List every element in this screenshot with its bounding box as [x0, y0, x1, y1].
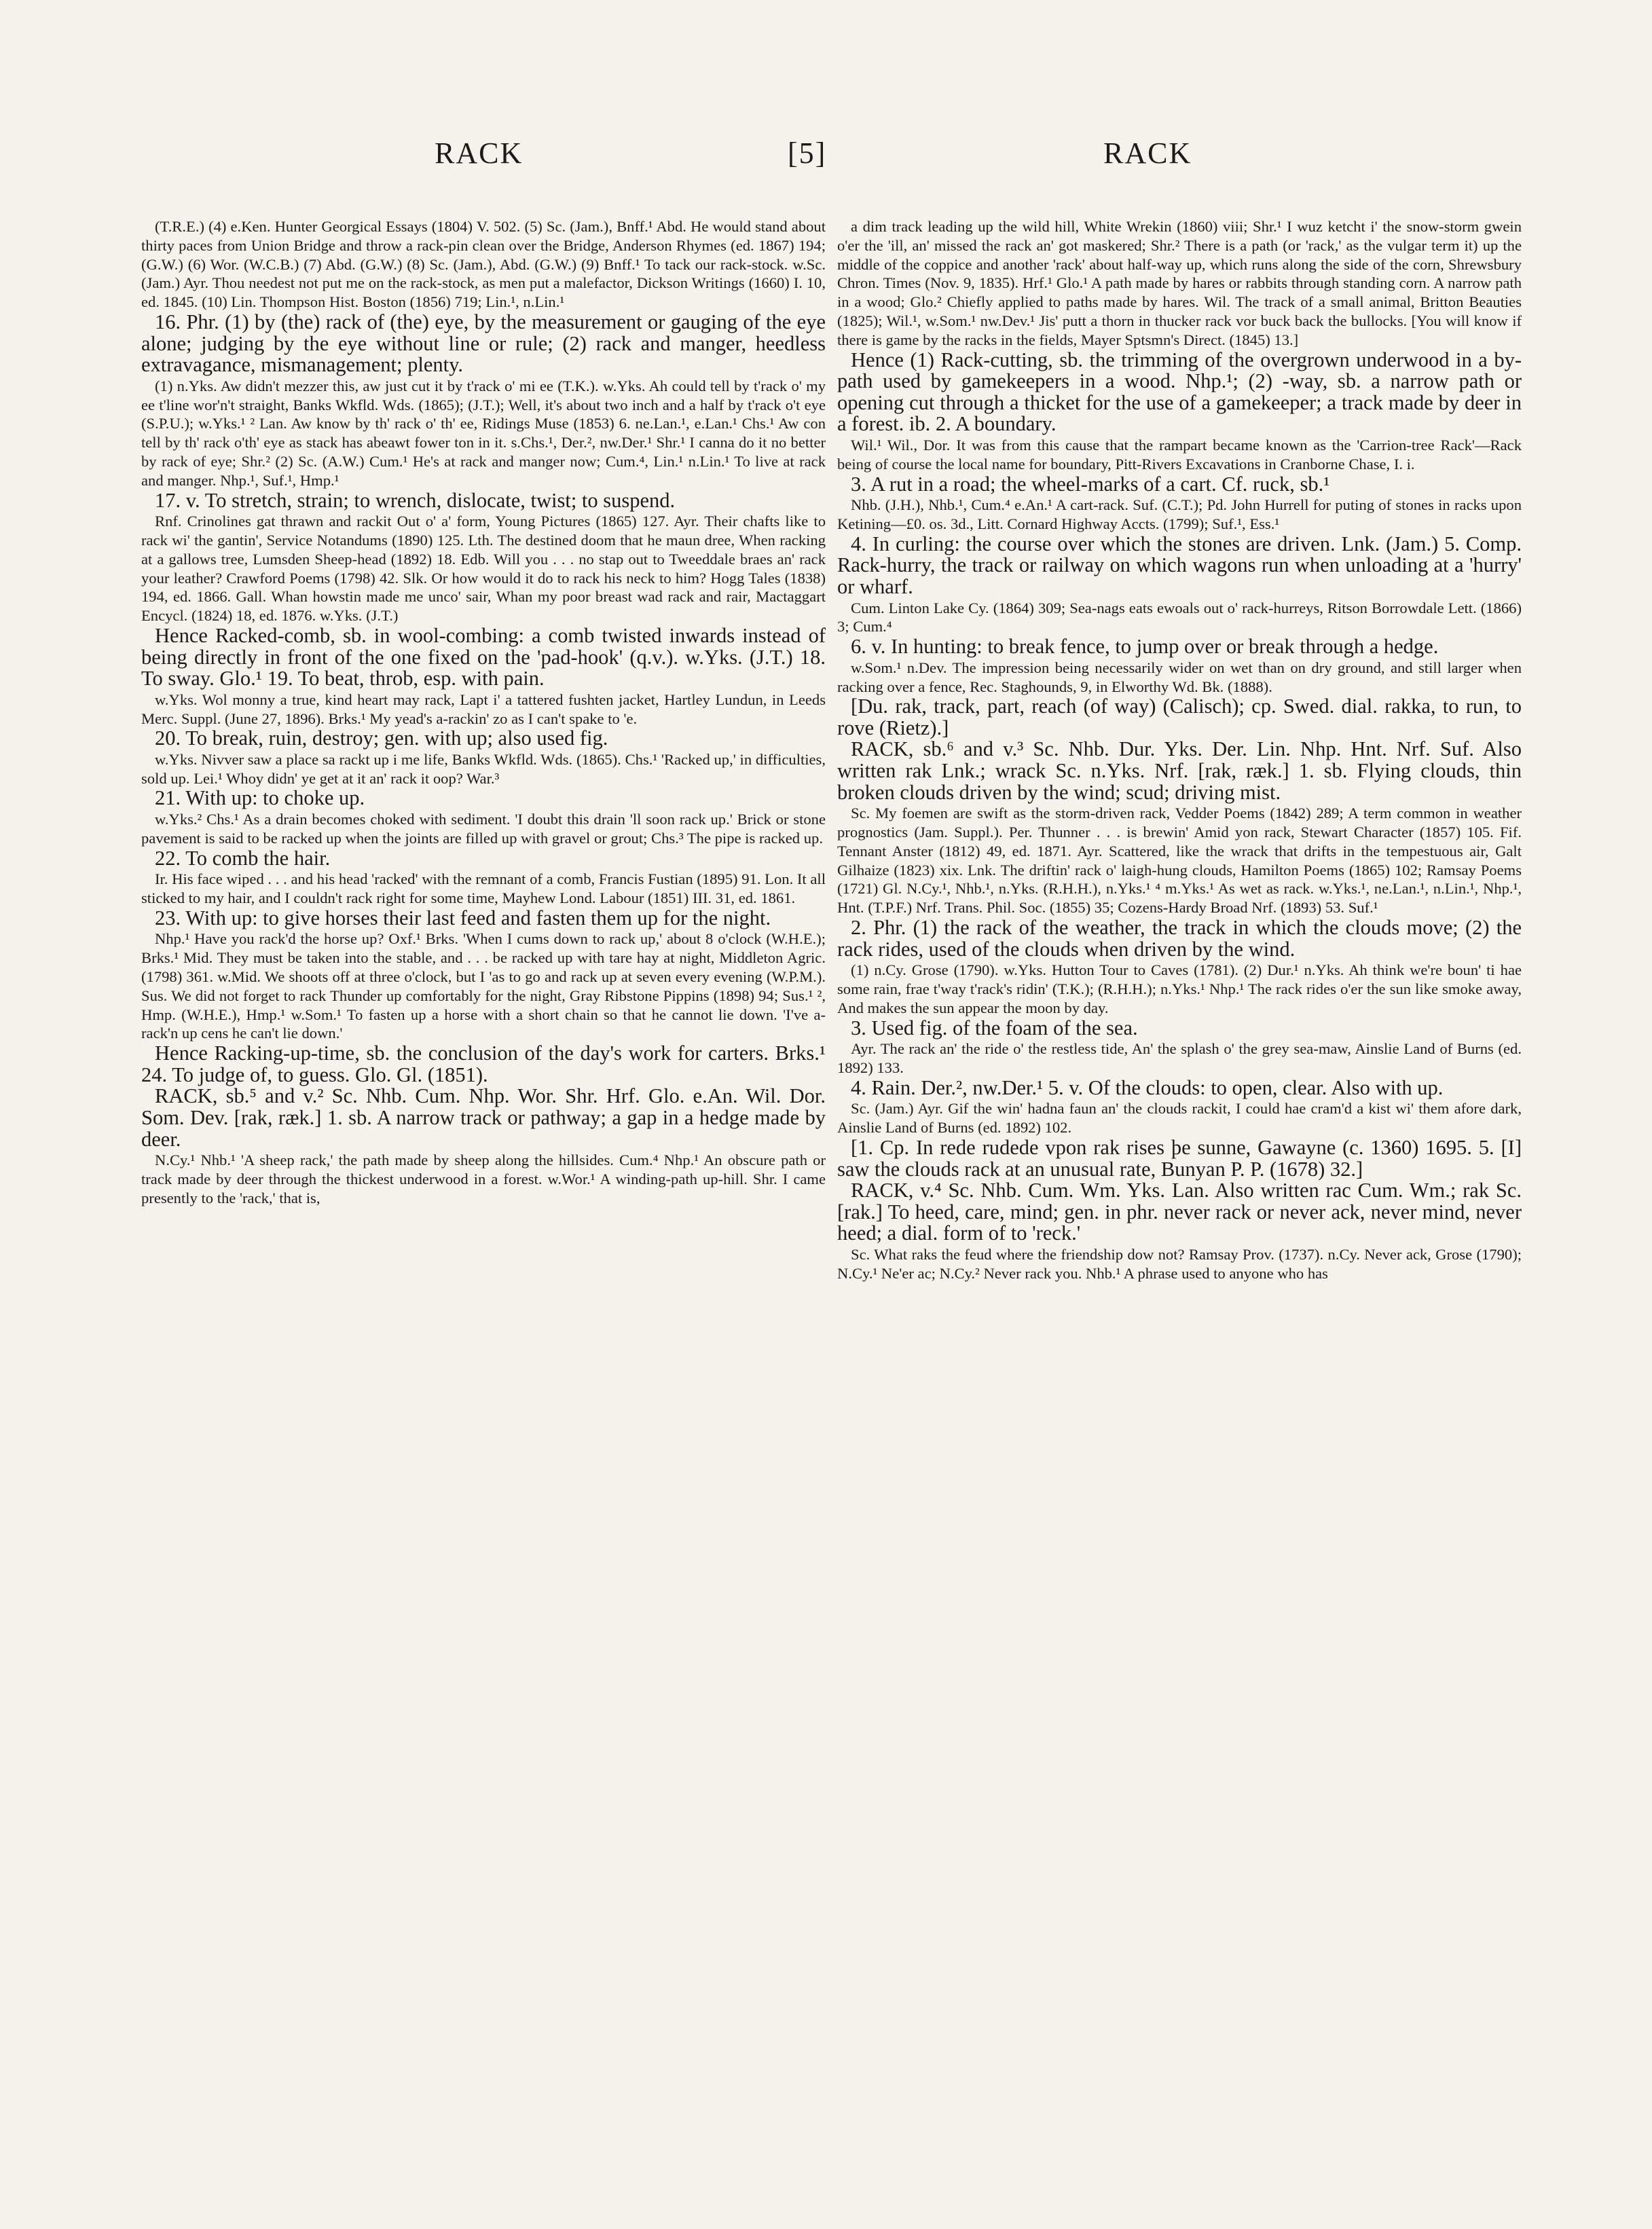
citation-paragraph: (T.R.E.) (4) e.Ken. Hunter Georgical Essays (1804) V. 502. (5) Sc. (Jam.), Bnff.¹ Abd. He would stand about thirty paces from Union Bridge and throw a rack-pin clean over the Bridge, Anderson Rhymes (ed. 1867) 194; (G.W.) (6) Wor. (W.C.B.) (7) Abd. (G.W.) (8) Sc. (Jam.), Abd. (G.W.) (9) Bnff.¹ To tack our rack-stock. w.Sc. (Jam.) Ayr. Thou needest not put me on the rack-stock, as men put a malefactor, Dickson Writings (1660) I. 10, ed. 1845. (10) Lin. Thompson Hist. Boston (1856) 719; Lin.¹, n.Lin.¹ — [141, 218, 826, 311]
citation-paragraph: w.Yks. Nivver saw a place sa rackt up i me life, Banks Wkfld. Wds. (1865). Chs.¹ 'Racked up,' in difficulties, sold up. Lei.¹ Whoy didn' ye get at it an' rack it oop? War.³ — [141, 750, 826, 787]
entry-paragraph: 4. In curling: the course over which the stones are driven. Lnk. (Jam.) 5. Comp. Rack-hurry, the track or railway on which wagons run when unloading at a 'hurry' or wharf. — [837, 532, 1522, 598]
citation-paragraph: (1) n.Cy. Grose (1790). w.Yks. Hutton Tour to Caves (1781). (2) Dur.¹ n.Yks. Ah think we're boun' ti hae some rain, frae t'way t'rack's ridin' (T.K.); (R.H.H.); n.Yks.¹ Nhp.¹ The rack rides o'er the sun like smoke away, And makes the sun appear the moon by day. — [837, 961, 1522, 1016]
citation-paragraph: w.Yks. Wol monny a true, kind heart may rack, Lapt i' a tattered fushten jacket, Hartley Lundun, in Leeds Merc. Suppl. (June 27, 1896). Brks.¹ My yead's a-rackin' zo as I can't spake to 'e. — [141, 690, 826, 727]
entry-paragraph: RACK, sb.⁵ and v.² Sc. Nhb. Cum. Nhp. Wor. Shr. Hrf. Glo. e.An. Wil. Dor. Som. Dev. [rak, ræk.] 1. sb. A narrow track or pathway; a gap in a hedge made by deer. — [141, 1084, 826, 1151]
citation-paragraph: N.Cy.¹ Nhb.¹ 'A sheep rack,' the path made by sheep along the hillsides. Cum.⁴ Nhp.¹ An obscure path or track made by deer through the thickest underwood in a forest. w.Wor.¹ A winding-path up-hill. Shr. I came presently to the 'rack,' that is, — [141, 1152, 826, 1206]
running-head — [0, 136, 1652, 177]
citation-paragraph: Nhp.¹ Have you rack'd the horse up? Oxf.¹ Brks. 'When I cums down to rack up,' about 8 o'clock (W.H.E.); Brks.¹ Mid. They must be taken into the stable, and . . . be racked up with tare hay at night, Middleton Agric. (1798) 361. w.Mid. We shoots off at three o'clock, but I 'as to go and rack up at seven every evening (W.P.M.). Sus. We did not forget to rack Thunder up comfortably for the night, Gray Ribstone Pippins (1898) 94; Sus.¹ ², Hmp. (W.H.E.), Hmp.¹ w.Som.¹ To fasten up a horse with a short chain so that he cannot lie down. 'I've a-rack'n up cens he can't lie down.' — [141, 930, 826, 1042]
entry-paragraph: RACK, v.⁴ Sc. Nhb. Cum. Wm. Yks. Lan. Also written rac Cum. Wm.; rak Sc. [rak.] To heed, care, mind; gen. in phr. never rack or never ack, never mind, never heed; a dial. form of to 'reck.' — [837, 1179, 1522, 1245]
entry-paragraph: 4. Rain. Der.², nw.Der.¹ 5. v. Of the clouds: to open, clear. Also with up. — [851, 1075, 1444, 1099]
entry-paragraph: [Du. rak, track, part, reach (of way) (Calisch); cp. Swed. dial. rakka, to run, to rove (Rietz).] — [837, 695, 1522, 739]
running-head-left: RACK — [435, 136, 524, 170]
entry-paragraph: 20. To break, ruin, destroy; gen. with up; also used fig. — [155, 726, 608, 750]
citation-paragraph: Ir. His face wiped . . . and his head 'racked' with the remnant of a comb, Francis Fustian (1895) 91. Lon. It all sticked to my hair, and I couldn't rack right for some time, Mayhew Lond. Labour (1851) III. 31, ed. 1861. — [141, 870, 826, 907]
entry-paragraph: Hence Racked-comb, sb. in wool-combing: a comb twisted inwards instead of being directly in front of the one fixed on the 'pad-hook' (q.v.). w.Yks. (J.T.) 18. To sway. Glo.¹ 19. To beat, throb, esp. with pain. — [141, 623, 826, 690]
citation-paragraph: Rnf. Crinolines gat thrawn and rackit Out o' a' form, Young Pictures (1865) 127. Ayr. Their chafts like to rack wi' the gantin', Service Notandums (1890) 125. Lth. The destined doom that he maun dree, When racking at a gallows tree, Lumsden Sheep-head (1892) 18. Edb. Will you . . . no stap out to Tweeddale braes an' rack your leather? Crawford Poems (1798) 42. Slk. Or how would it do to rack his neck to him? Hogg Tales (1838) 194, ed. 1866. Gall. Whan howstin made me unco' sair, Whan my poor breast wad rack and rair, Mactaggart Encycl. (1824) 18, ed. 1876. w.Yks. (J.T.) — [141, 513, 826, 625]
citation-paragraph: w.Yks.² Chs.¹ As a drain becomes choked with sediment. 'I doubt this drain 'll soon rack up.' Brick or stone pavement is said to be racked up when the joints are filled up with gravel or grout; Chs.³ The pipe is racked up. — [141, 811, 826, 847]
entry-paragraph: 3. Used fig. of the foam of the sea. — [851, 1016, 1138, 1039]
entry-paragraph: 21. With up: to choke up. — [155, 786, 365, 810]
right-column — [837, 217, 1522, 2186]
entry-paragraph: Hence (1) Rack-cutting, sb. the trimming of the overgrown underwood in a by-path used by gamekeepers in a wood. Nhp.¹; (2) -way, sb. a narrow path or opening cut through a thicket for the use of a gamekeeper; a track made by deer in a forest. ib. 2. A boundary. — [837, 348, 1522, 436]
entry-paragraph: 23. With up: to give horses their last feed and fasten them up for the night. — [155, 906, 771, 929]
entry-paragraph: 16. Phr. (1) by (the) rack of (the) eye, by the measurement or gauging of the eye alone; judging by the eye without line or rule; (2) rack and manger, heedless extravagance, mismanagement; plenty. — [141, 310, 826, 377]
citation-paragraph: Sc. (Jam.) Ayr. Gif the win' hadna faun an' the clouds rackit, I could hae cram'd a kist wi' them afore dark, Ainslie Land of Burns (ed. 1892) 102. — [837, 1100, 1522, 1137]
citation-paragraph: Sc. My foemen are swift as the storm-driven rack, Vedder Poems (1842) 289; A term common in weather prognostics (Jam. Suppl.). Per. Thunner . . . is brewin' Amid yon rack, Stewart Character (1857) 105. Fif. Tennant Anster (1812) 49, ed. 1871. Ayr. Scattered, like the wrack that drifts in the tempestuous air, Galt Gilhaize (1823) xix. Lnk. The driftin' rack o' laigh-hung clouds, Hamilton Poems (1865) 102; Ramsay Poems (1721) Gl. N.Cy.¹, Nhb.¹, n.Yks. (R.H.H.), n.Yks.¹ ⁴ m.Yks.¹ As wet as rack. w.Yks.¹, ne.Lan.¹, n.Lin.¹, Nhp.¹, Hnt. (T.P.F.) Nrf. Trans. Phil. Soc. (1855) 35; Cozens-Hardy Broad Nrf. (1893) 53. Suf.¹ — [837, 805, 1522, 917]
entry-paragraph: 3. A rut in a road; the wheel-marks of a cart. Cf. ruck, sb.¹ — [851, 472, 1330, 496]
entry-paragraph: 6. v. In hunting: to break fence, to jump over or break through a hedge. — [851, 635, 1439, 659]
citation-paragraph: (1) n.Yks. Aw didn't mezzer this, aw just cut it by t'rack o' mi ee (T.K.). w.Yks. Ah could tell by t'rack o' my ee t'line wor'n't straight, Banks Wkfld. Wds. (1865); (J.T.); Well, it's about two inch and a half by t'rack o't eye (S.P.U.); w.Yks.¹ ² Lan. Aw know by th' rack o' th' ee, Ridings Muse (1853) 6. ne.Lan.¹, e.Lan.¹ Chs.¹ Aw con tell by th' rack o'th' eye as stack has abeawt fower ton in it. s.Chs.¹, Der.², nw.Der.¹ Shr.¹ I canna do it no better by rack of eye; Shr.² (2) Sc. (A.W.) Cum.¹ He's at rack and manger now; Cum.⁴, Lin.¹ n.Lin.¹ To live at rack and manger. Nhp.¹, Suf.¹, Hmp.¹ — [141, 377, 826, 489]
citation-paragraph: Wil.¹ Wil., Dor. It was from this cause that the rampart became known as the 'Carrion-tree Rack'—Rack being of course the local name for boundary, Pitt-Rivers Excavations in Cranborne Chase, I. i. — [837, 436, 1522, 473]
running-head-right: RACK — [1103, 136, 1192, 170]
entry-paragraph: Hence Racking-up-time, sb. the conclusion of the day's work for carters. Brks.¹ 24. To judge of, to guess. Glo. Gl. (1851). — [141, 1042, 826, 1086]
citation-paragraph: Nhb. (J.H.), Nhb.¹, Cum.⁴ e.An.¹ A cart-rack. Suf. (C.T.); Pd. John Hurrell for puting of stones in racks upon Ketining—£0. os. 3d., Litt. Cornard Highway Accts. (1799); Suf.¹, Ess.¹ — [837, 496, 1522, 532]
entry-paragraph: 22. To comb the hair. — [155, 846, 331, 870]
left-column — [141, 217, 826, 2186]
entry-paragraph: [1. Cp. In rede rudede vpon rak rises þe sunne, Gawayne (c. 1360) 1695. 5. [I] saw the clouds rack at an unusual rate, Bunyan P. P. (1678) 32.] — [837, 1136, 1522, 1181]
citation-paragraph: w.Som.¹ n.Dev. The impression being necessarily wider on wet than on dry ground, and still larger when racking over a fence, Rec. Staghounds, 9, in Elworthy Wd. Bk. (1888). — [837, 659, 1522, 695]
page-number: [5] — [788, 136, 827, 170]
citation-paragraph: a dim track leading up the wild hill, White Wrekin (1860) viii; Shr.¹ I wuz ketcht i' the snow-storm gwein o'er the 'ill, an' missed the rack an' got maskered; Shr.² There is a path (or 'rack,' as the vulgar term it) up the middle of the coppice and another 'rack' about half-way up, which runs along the side of the corn, Shrewsbury Chron. Times (Nov. 9, 1835). Hrf.¹ Glo.¹ A path made by hares or rabbits through standing corn. A narrow path in a wood; Glo.² Chiefly applied to paths made by hares. Wil. The track of a small animal, Britton Beauties (1825); Wil.¹, w.Som.¹ nw.Dev.¹ Jis' putt a thorn in thucker rack vor buck back the bullocks. [You will know if there is game by the racks in the fields, Mayer Sptsmn's Direct. (1845) 13.] — [837, 218, 1522, 348]
citation-paragraph: Ayr. The rack an' the ride o' the restless tide, An' the splash o' the grey sea-maw, Ainslie Land of Burns (ed. 1892) 133. — [837, 1040, 1522, 1077]
entry-paragraph: RACK, sb.⁶ and v.³ Sc. Nhb. Dur. Yks. Der. Lin. Nhp. Hnt. Nrf. Suf. Also written rak Lnk.; wrack Sc. n.Yks. Nrf. [rak, ræk.] 1. sb. Flying clouds, thin broken clouds driven by the wind; scud; driving mist. — [837, 737, 1522, 804]
citation-paragraph: Cum. Linton Lake Cy. (1864) 309; Sea-nags eats ewoals out o' rack-hurreys, Ritson Borrowdale Lett. (1866) 3; Cum.⁴ — [837, 599, 1522, 635]
citation-paragraph: Sc. What raks the feud where the friendship dow not? Ramsay Prov. (1737). n.Cy. Never ack, Grose (1790); N.Cy.¹ Ne'er ac; N.Cy.² Never rack you. Nhb.¹ A phrase used to anyone who has — [837, 1245, 1522, 1282]
entry-paragraph: 2. Phr. (1) the rack of the weather, the track in which the clouds move; (2) the rack rides, used of the clouds when driven by the wind. — [837, 916, 1522, 961]
entry-paragraph: 17. v. To stretch, strain; to wrench, dislocate, twist; to suspend. — [155, 488, 676, 512]
